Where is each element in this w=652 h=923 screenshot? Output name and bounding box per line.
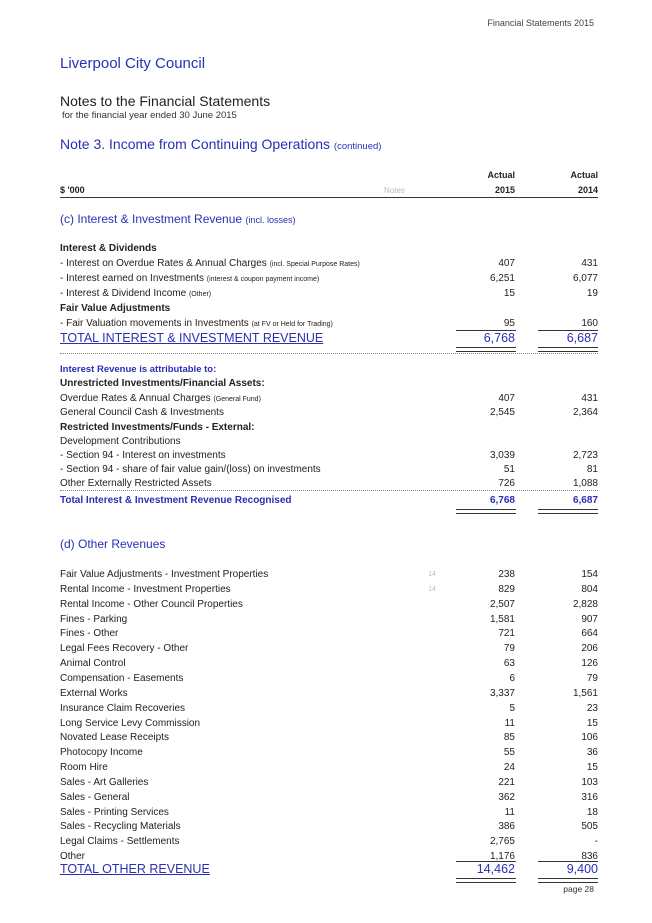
table-row [60,391,598,406]
value-2015: 2,545 [489,407,515,418]
row-label [60,316,333,332]
row-label-text: - Interest earned on Investments [60,273,204,284]
value-2015: 11 [504,717,515,729]
row-label: - Section 94 - Interest on investments [60,450,226,461]
group-heading [60,376,598,391]
double-underline [538,509,598,514]
value-2014: 664 [581,628,598,640]
col-actual-2015-label: Actual [487,170,515,180]
row-label-small: (incl. Special Purpose Rates) [269,261,360,268]
row-label: Rental Income - Investment Properties [60,583,231,595]
col-notes: Notes [384,186,405,195]
row-label: Fines - Parking [60,613,128,625]
dotted-separator [60,353,598,354]
value-2015: 221 [498,776,515,788]
total-label: TOTAL INTEREST & INVESTMENT REVENUE [60,331,324,345]
row-label: Animal Control [60,658,126,670]
group-heading [60,420,598,435]
table-row [60,834,598,849]
value-2014: 81 [586,464,598,475]
total-2014: 6,687 [566,331,598,345]
section-subtitle [60,362,598,377]
header-rule [60,197,598,198]
row-label: Sales - Recycling Materials [60,821,181,833]
row-label: External Works [60,687,128,699]
value-2014: 316 [581,791,598,803]
group-heading [60,301,598,316]
value-2014: 15 [586,717,598,729]
row-label: Fines - Other [60,628,119,640]
total-label: Total Interest & Investment Revenue Recognised [60,495,292,506]
value-2015: 407 [498,258,515,269]
total-2015: 6,768 [489,495,515,506]
value-2015: 79 [503,643,515,655]
row-label-small: (General Fund) [213,396,261,403]
table-row [60,701,598,716]
note-ref: 14 [428,571,436,578]
row-label: Room Hire [60,762,108,774]
value-2014: 79 [586,672,598,684]
row-label-text: Overdue Rates & Annual Charges [60,393,211,404]
value-2014: 23 [586,702,598,714]
value-2015: 1,581 [489,613,515,625]
section-c-title [60,212,295,226]
table-row [60,745,598,760]
group-heading [60,241,598,256]
value-2015: 362 [498,791,515,803]
value-2015: 3,039 [489,450,515,461]
row-label-small: (at FV or Held for Trading) [251,321,333,328]
row-label-text: - Interest on Overdue Rates & Annual Charges [60,258,267,269]
table-row [60,626,598,641]
row-label: Other Externally Restricted Assets [60,478,212,489]
note-title-text: Note 3. Income from Continuing Operations [60,136,331,152]
value-2014: 431 [581,393,598,404]
row-label: Photocopy Income [60,747,143,759]
group-heading [60,434,598,449]
row-label: Sales - Art Galleries [60,776,149,788]
value-2014: 804 [581,583,598,595]
row-label-text: - Fair Valuation movements in Investments [60,318,249,329]
row-label: Sales - General [60,791,130,803]
value-2015: 11 [504,806,515,818]
running-header: Financial Statements 2015 [487,18,594,28]
table-row [60,597,598,612]
group-label: Development Contributions [60,436,181,447]
value-2015: 386 [498,821,515,833]
col-actual-2014-label: Actual [570,170,598,180]
total-row [60,493,598,508]
value-2014: 160 [581,318,598,329]
value-2014: 126 [581,658,598,670]
table-row [60,316,598,331]
note-title [60,136,381,152]
table-row [60,462,598,477]
col-year-2014: 2014 [577,185,598,195]
value-2015: 721 [498,628,515,640]
value-2015: 3,337 [489,687,515,699]
value-2014: 431 [581,258,598,269]
total-2015: 14,462 [476,862,515,876]
value-2014: 505 [581,821,598,833]
group-label: Fair Value Adjustments [60,303,171,314]
table-row [60,775,598,790]
group-label: Restricted Investments/Funds - External: [60,422,255,433]
value-2014: 836 [581,851,598,863]
value-2014: 106 [581,732,598,744]
value-2015: 15 [503,288,515,299]
double-underline [456,347,516,352]
page-number: page 28 [563,884,594,894]
value-2014: 103 [581,776,598,788]
table-row [60,716,598,731]
total-row [60,862,598,878]
section-d-title: (d) Other Revenues [60,537,166,551]
row-label: Other [60,851,86,863]
notes-subtitle: for the financial year ended 30 June 2015 [62,110,237,121]
total-2014: 9,400 [566,862,598,876]
value-2014: 19 [586,288,598,299]
value-2014: 154 [581,569,598,580]
table-row [60,730,598,745]
row-label-small: (interest & coupon payment income) [206,276,320,283]
col-year-2015: 2015 [494,185,515,195]
double-underline [538,347,598,352]
attributable-title: Interest Revenue is attributable to: [60,364,217,375]
value-2014: 6,077 [572,273,598,284]
value-2015: 55 [503,747,515,759]
table-row [60,805,598,820]
row-label [60,256,360,272]
note-ref: 14 [428,585,436,593]
value-2014: 1,088 [572,478,598,489]
value-2015: 407 [498,393,515,404]
value-2015: 95 [503,318,515,329]
row-label: Fair Value Adjustments - Investment Properties [60,569,269,580]
table-row [60,760,598,775]
notes-title: Notes to the Financial Statements [60,93,271,109]
total-label: TOTAL OTHER REVENUE [60,862,210,876]
value-2014: 907 [581,613,598,625]
value-2014: 2,364 [572,407,598,418]
row-label: Compensation - Easements [60,672,184,684]
value-2015: 1,176 [489,851,515,863]
value-2015: 63 [503,658,515,670]
row-label [60,286,211,302]
double-underline [538,878,598,883]
value-2015: 6 [509,672,515,684]
table-row [60,271,598,286]
table-row [60,582,598,597]
row-label: Novated Lease Receipts [60,732,169,744]
table-row [60,567,598,582]
table-row [60,656,598,671]
dotted-separator [60,490,598,491]
row-label-small: (Other) [188,291,212,298]
value-2014: 1,561 [572,687,598,699]
total-row [60,331,598,347]
value-2015: 24 [503,762,515,774]
value-2014: 15 [586,762,598,774]
value-2014: 206 [581,643,598,655]
council-name: Liverpool City Council [60,55,206,72]
row-label: Insurance Claim Recoveries [60,702,186,714]
table-row [60,790,598,805]
row-label: Legal Claims - Settlements [60,836,180,848]
table-row [60,448,598,463]
value-2015: 85 [503,732,515,744]
row-label: Long Service Levy Commission [60,717,201,729]
row-label-text: - Interest & Dividend Income [60,288,187,299]
double-underline [456,878,516,883]
group-label: Unrestricted Investments/Financial Assets: [60,378,265,389]
row-label: - Section 94 - share of fair value gain/(loss) on investments [60,464,321,475]
value-2014: - [594,836,598,848]
row-label: General Council Cash & Investments [60,407,224,418]
table-row [60,671,598,686]
value-2014: 18 [586,806,598,818]
total-2014: 6,687 [572,495,598,506]
table-row [60,476,598,491]
value-2014: 2,723 [572,450,598,461]
value-2015: 726 [498,478,515,489]
value-2015: 2,765 [489,836,515,848]
value-2014: 36 [586,747,598,759]
value-2015: 51 [503,464,515,475]
row-label: Sales - Printing Services [60,806,169,818]
section-c-title-text: (c) Interest & Investment Revenue [60,212,243,226]
table-row [60,256,598,271]
table-row [60,286,598,301]
value-2015: 6,251 [489,273,515,284]
group-label: Interest & Dividends [60,243,157,254]
note-title-suffix: (continued) [333,141,382,152]
value-2015: 5 [509,702,515,714]
value-2015: 2,507 [489,598,515,610]
table-row [60,612,598,627]
table-row [60,405,598,420]
double-underline [456,509,516,514]
value-2015: 238 [498,569,515,580]
table-row [60,819,598,834]
row-label: Rental Income - Other Council Properties [60,598,243,610]
table-row [60,641,598,656]
row-label: Legal Fees Recovery - Other [60,643,189,655]
value-2014: 2,828 [572,598,598,610]
total-2015: 6,768 [483,331,515,345]
row-label [60,271,319,287]
section-c-title-suffix: (incl. losses) [245,215,296,225]
value-2015: 829 [498,583,515,595]
table-row [60,686,598,701]
col-unit: $ '000 [60,185,85,195]
